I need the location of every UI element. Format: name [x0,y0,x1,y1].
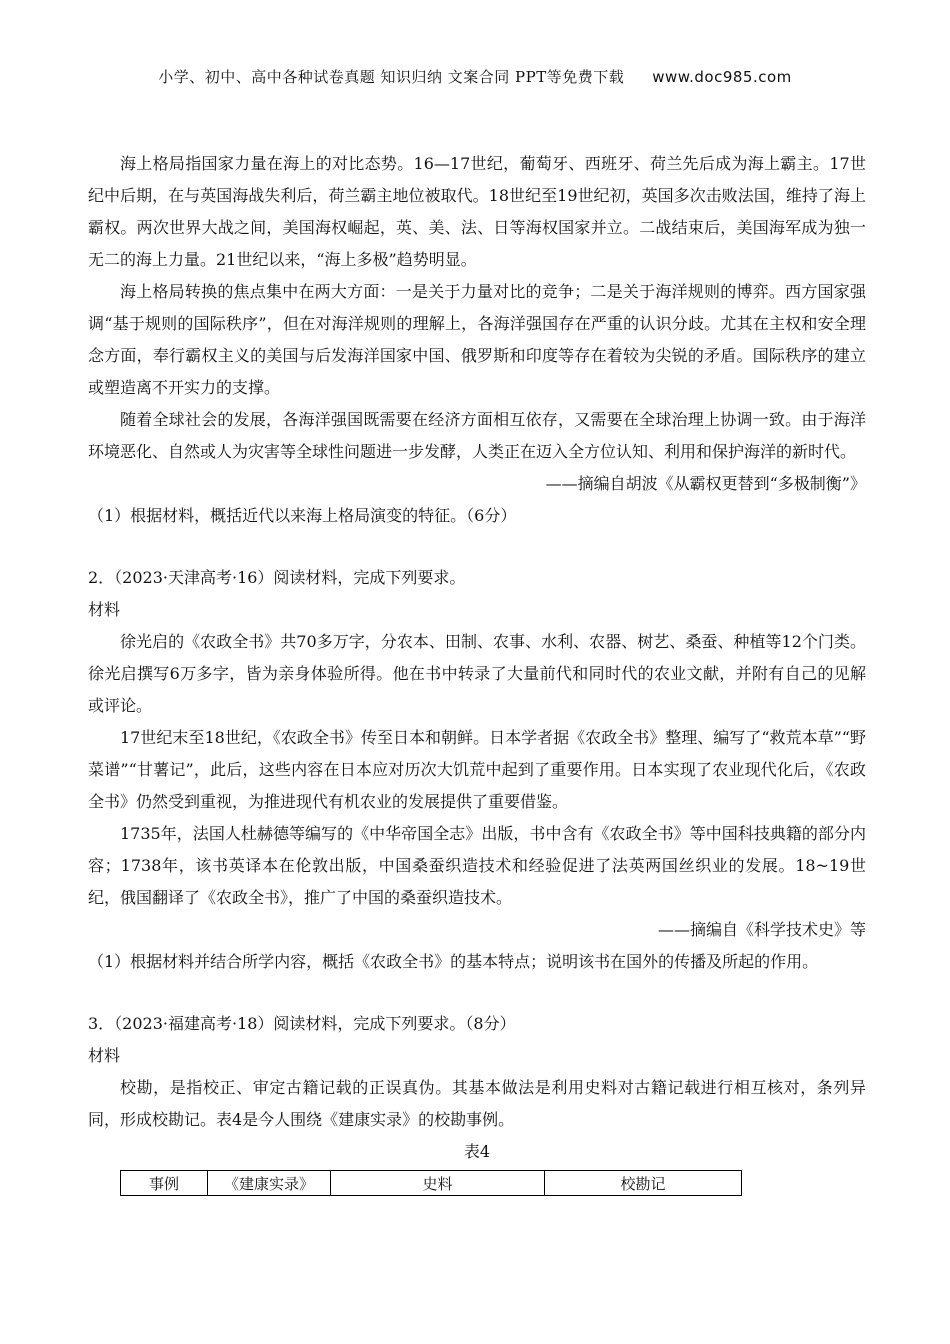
table-header-row [121,1171,742,1196]
q2-material-label: 材料 [88,600,121,619]
collation-table [120,1170,742,1196]
q2-paragraph-3: 1735年，法国人杜赫德等编写的《中华帝国全志》出版，书中含有《农政全书》等中国科技典籍的部分内容；1738年，该书英译本在伦敦出版，中国桑蚕织造技术和经验促进了法英两国丝织业的发展。18~19世纪，俄国翻译了《农政全书》，推广了中国的桑蚕织造技术。 [88,824,866,907]
document-body [88,148,866,1196]
q2-question: （1）根据材料并结合所学内容，概括《农政全书》的基本特点；说明该书在国外的传播及所起的作用。 [88,952,819,971]
table-header-cell: 事例 [121,1171,208,1196]
q2-source: ——摘编自《科学技术史》等 [657,920,866,939]
q2-paragraph-2: 17世纪末至18世纪，《农政全书》传至日本和朝鲜。日本学者据《农政全书》整理、编写了“救荒本草”“野菜谱”“甘薯记”，此后，这些内容在日本应对历次大饥荒中起到了重要作用。日本实现了农业现代化后，《农政全书》仍然受到重视，为推进现代有机农业的发展提供了重要借鉴。 [88,728,866,811]
q3-title: 3．（2023·福建高考·18）阅读材料，完成下列要求。（8分） [88,1014,516,1033]
q1-question: （1）根据材料，概括近代以来海上格局演变的特征。（6分） [88,506,517,525]
header-text: 小学、初中、高中各种试卷真题 知识归纳 文案合同 PPT等免费下载 [158,68,625,86]
q2-title: 2．（2023·天津高考·16）阅读材料，完成下列要求。 [88,568,466,587]
q1-paragraph-2: 海上格局转换的焦点集中在两大方面：一是关于力量对比的竞争；二是关于海洋规则的博弈。西方国家强调“基于规则的国际秩序”，但在对海洋规则的理解上，各海洋强国存在严重的认识分歧。尤其在主权和安全理念方面，奉行霸权主义的美国与后发海洋国家中国、俄罗斯和印度等存在着较为尖锐的矛盾。国际秩序的建立或塑造离不开实力的支撑。 [88,282,866,397]
q1-source: ——摘编自胡波《从霸权更替到“多极制衡”》 [545,474,866,493]
q1-paragraph-3: 随着全球社会的发展，各海洋强国既需要在经济方面相互依存，又需要在全球治理上协调一致。由于海洋环境恶化、自然或人为灾害等全球性问题进一步发酵，人类正在迈入全方位认知、利用和保护海洋的新时代。 [88,410,866,461]
q3-paragraph-1: 校勘，是指校正、审定古籍记载的正误真伪。其基本做法是利用史料对古籍记载进行相互核对，条列异同，形成校勘记。表4是今人围绕《建康实录》的校勘事例。 [88,1078,866,1129]
q1-paragraph-1: 海上格局指国家力量在海上的对比态势。16—17世纪，葡萄牙、西班牙、荷兰先后成为海上霸主。17世纪中后期，在与英国海战失利后，荷兰霸主地位被取代。18世纪至19世纪初，英国多次击败法国，维持了海上霸权。两次世界大战之间，美国海权崛起，英、美、法、日等海权国家并立。二战结束后，美国海军成为独一无二的海上力量。21世纪以来，“海上多极”趋势明显。 [88,154,866,269]
question-3-section [88,1008,866,1196]
page-header [0,66,950,87]
table-caption: 表4 [463,1142,491,1161]
table-header-cell: 《建康实录》 [208,1171,331,1196]
table-header-cell: 校勘记 [545,1171,742,1196]
question-1-section [88,148,866,532]
question-2-section [88,562,866,978]
table-header-cell: 史料 [331,1171,545,1196]
q3-material-label: 材料 [88,1046,121,1065]
q2-paragraph-1: 徐光启的《农政全书》共70多万字，分农本、田制、农事、水利、农器、树艺、桑蚕、种植等12个门类。徐光启撰写6万多字，皆为亲身体验所得。他在书中转录了大量前代和同时代的农业文献，并附有自己的见解或评论。 [88,632,866,715]
header-url: www.doc985.com [652,68,792,86]
